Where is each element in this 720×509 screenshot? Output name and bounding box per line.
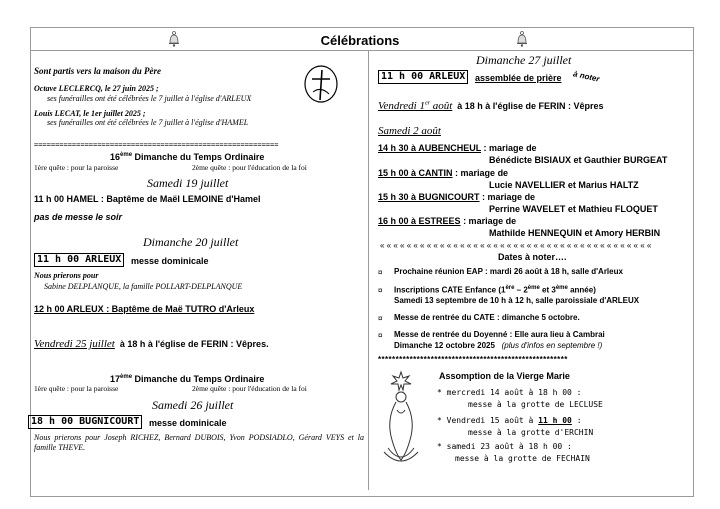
sunday-17-quete-1: 1ère quête : pour la paroisse (34, 384, 119, 393)
sun-20-baptism: 12 h 00 ARLEUX : Baptême de Maë TUTRO d'Arleux (34, 304, 255, 314)
assumption-item-1: * mercredi 14 août à 18 h 00 : (437, 388, 582, 397)
sun-20-pray-text: Sabine DELPLANQUE, la famille POLLART-DELPLANQUE (44, 282, 243, 291)
sunday-17-quete-2: 2ème quête : pour l'éducation de la foi (192, 384, 307, 393)
sun-27-prayer: assemblée de prière (475, 73, 562, 83)
page-title: Célébrations (320, 33, 400, 48)
sat-19-date: Samedi 19 juillet (147, 176, 229, 190)
dates-bullet: ¤ (378, 268, 383, 277)
virgin-mary-icon (378, 370, 424, 466)
wedding-2: 15 h 00 à CANTIN : mariage de (378, 168, 509, 178)
death-2-text: ses funérailles ont été célébrées le 7 juillet à l'église d'HAMEL (47, 118, 249, 127)
fri-1: Vendredi 1er août à 18 h à l'église de FERIN : Vêpres (378, 100, 604, 112)
dates-bullet: ¤ (378, 314, 383, 323)
sun-20-mass: messe dominicale (131, 256, 209, 266)
header-divider (30, 50, 694, 51)
assumption-item-3-place: messe à la grotte de FECHAIN (455, 454, 590, 463)
sunday-16-title: 16ème Dimanche du Temps Ordinaire (110, 152, 265, 162)
assumption-item-2-place: messe à la grotte d'ERCHIN (468, 428, 594, 437)
assumption-title: Assomption de la Vierge Marie (439, 371, 570, 381)
wedding-4: 16 h 00 à ESTREES : mariage de (378, 216, 517, 226)
sat-26-pray: Nous prierons pour Joseph RICHEZ, Bernard DUBOIS, Yvon PODSIADLO, Gérard VEYS et la famille THEVE. (34, 433, 364, 453)
sun-27-time: 11 h 00 ARLEUX (378, 70, 468, 84)
wedding-2-names: Lucie NAVELLIER et Marius HALTZ (489, 180, 639, 190)
cross-icon (303, 64, 339, 104)
dates-bullet: ¤ (378, 286, 383, 295)
sun-20-time: 11 h 00 ARLEUX (34, 253, 124, 267)
fri-25: Vendredi 25 juillet à 18 h à l'église de FERIN : Vêpres. (34, 338, 269, 350)
sunday-16-quete-1: 1ère quête : pour la paroisse (34, 163, 119, 172)
wedding-1: 14 h 30 à AUBENCHEUL : mariage de (378, 143, 537, 153)
death-2-name: Louis LECAT, le 1er juillet 2025 ; (34, 109, 146, 118)
sun-27-date: Dimanche 27 juillet (476, 53, 572, 67)
bell-icon (168, 31, 180, 47)
wedding-3: 15 h 30 à BUGNICOURT : mariage de (378, 192, 536, 202)
date-item-cate-sub: Samedi 13 septembre de 10 h à 12 h, salle paroissiale d'ARLEUX (394, 296, 640, 305)
sat-2-date: Samedi 2 août (378, 125, 441, 137)
quote-separator: « « « « « « « « « « « « « « « « « « « « « « « « « « « « « « « « « « « « « « « « « (380, 241, 652, 250)
sat-26-date: Samedi 26 juillet (152, 398, 234, 412)
bell-icon (516, 31, 528, 47)
sat-19-baptism: 11 h 00 HAMEL : Baptême de Maël LEMOINE d'Hamel (34, 194, 261, 204)
sat-26-mass: messe dominicale (149, 418, 227, 428)
death-1-name: Octave LECLERCQ, le 27 juin 2025 ; (34, 84, 159, 93)
date-item-cate-mass: Messe de rentrée du CATE : dimanche 5 octobre. (394, 313, 580, 322)
date-item-deanery-sub: Dimanche 12 octobre 2025 (plus d'infos en septembre !) (394, 341, 603, 350)
star-separator: ****************************************************** (378, 355, 568, 364)
assumption-item-2: * Vendredi 15 août à 11 h 00 : (437, 416, 582, 425)
note-stamp: à noter (572, 69, 601, 84)
sat-26-time: 18 h 00 BUGNICOURT (28, 415, 142, 429)
wedding-4-names: Mathilde HENNEQUIN et Amory HERBIN (489, 228, 661, 238)
sun-20-pray-heading: Nous prierons pour (34, 271, 99, 280)
sun-20-date: Dimanche 20 juillet (143, 235, 239, 249)
sat-19-no-mass: pas de messe le soir (34, 212, 123, 222)
assumption-item-1-place: messe à la grotte de LECLUSE (468, 400, 603, 409)
date-item-eap: Prochaine réunion EAP : mardi 26 août à 18 h, salle d'Arleux (394, 267, 623, 276)
separator: ========================================================== (34, 141, 279, 149)
date-item-deanery: Messe de rentrée du Doyenné : Elle aura lieu à Cambrai (394, 330, 605, 339)
sunday-16-quete-2: 2ème quête : pour l'éducation de la foi (192, 163, 307, 172)
wedding-3-names: Perrine WAVELET et Mathieu FLOQUET (489, 204, 658, 214)
assumption-item-3: * samedi 23 août à 18 h 00 : (437, 442, 572, 451)
dates-title: Dates à noter…. (498, 252, 567, 262)
dates-bullet: ¤ (378, 331, 383, 340)
deaths-heading: Sont partis vers la maison du Père (34, 66, 162, 76)
wedding-1-names: Bénédicte BISIAUX et Gauthier BURGEAT (489, 155, 668, 165)
column-divider (368, 50, 369, 490)
date-item-cate: Inscriptions CATE Enfance (1ère – 2ème et 3ème année) (394, 285, 596, 295)
death-1-text: ses funérailles ont été célébrées le 7 juillet à l'église d'ARLEUX (47, 94, 252, 103)
sunday-17-title: 17ème Dimanche du Temps Ordinaire (110, 374, 265, 384)
